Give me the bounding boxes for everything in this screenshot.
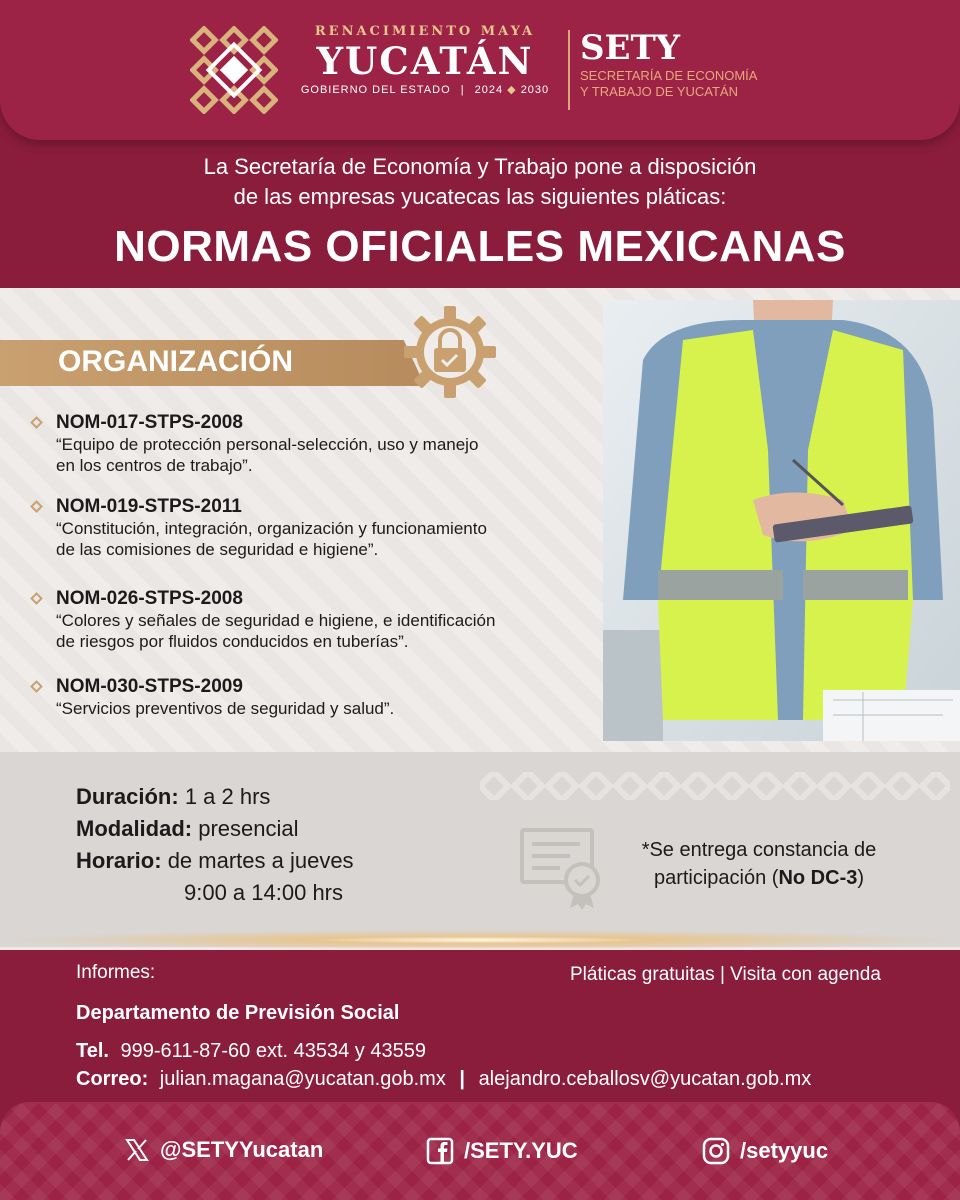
tel-label: Tel. [76,1040,109,1062]
gov-sub-left: GOBIERNO DEL ESTADO [300,84,451,96]
gov-year-start: 2024 [474,84,504,96]
nom-code: NOM-030-STPS-2009 [56,676,243,697]
cert-line2 [614,864,904,892]
gov-sub-text [300,83,550,96]
nom-code: NOM-019-STPS-2011 [56,496,242,517]
yucatan-seal-icon [190,26,278,114]
gear-lock-icon [402,304,498,400]
nom-desc: “Constitución, integración, organización y funcionamiento [56,519,487,538]
intro-text [0,152,960,212]
gov-sub-separator: | [460,84,465,96]
nom-desc: de riesgos por fluidos conducidos en tuberías”. [56,632,409,651]
instagram-icon [702,1137,730,1165]
certificate-note [614,836,904,892]
nom-code: NOM-017-STPS-2008 [56,412,243,433]
instagram-social-link[interactable] [702,1137,828,1165]
sety-sub-line1: SECRETARÍA DE ECONOMÍA [580,68,758,83]
nom-code: NOM-026-STPS-2008 [56,588,243,609]
cert-line2-pre: participación ( [653,867,779,889]
diamond-bullet-icon [30,592,43,605]
year-dot-icon: ◆ [503,84,521,96]
informes-label: Informes: [76,962,156,983]
modalidad-value: presencial [198,816,299,841]
horario-time: 9:00 a 14:00 hrs [184,880,344,905]
duracion-label: Duración: [76,784,179,809]
mail-label: Correo: [76,1068,149,1090]
section-label: ORGANIZACIÓN [58,345,293,378]
sety-logo [580,28,757,100]
duracion-line [76,782,270,812]
worker-safety-vest-photo [603,300,960,741]
nom-desc: “Servicios preventivos de seguridad y salud”. [56,699,395,718]
page-title: NORMAS OFICIALES MEXICANAS [114,222,846,271]
list-item [32,588,592,652]
telephone-line [76,1040,426,1063]
list-item [32,412,592,476]
x-logo-icon [124,1137,150,1163]
intro-line1: La Secretaría de Economía y Trabajo pone a disposición [203,154,757,179]
certificate-icon [520,828,610,910]
logo-card [0,0,960,140]
email-separator: | [459,1068,465,1090]
gov-super-text: RENACIMIENTO MAYA [314,24,536,39]
intro-line2: de las empresas yucatecas las siguientes pláticas: [233,184,727,209]
nom-desc: “Colores y señales de seguridad e higiene, e identificación [56,611,496,630]
gold-divider [0,930,960,950]
facebook-handle: /SETY.YUC [464,1138,578,1163]
department-name: Departamento de Previsión Social [76,1002,400,1024]
x-handle: @SETYYucatan [160,1137,324,1162]
cert-line1: *Se entrega constancia de [641,839,877,861]
tel-value[interactable]: 999-611-87-60 ext. 43534 y 43559 [120,1040,426,1062]
facebook-social-link[interactable] [426,1137,578,1165]
platicas-note: Pláticas gratuitas | Visita con agenda [570,964,881,985]
diamond-bullet-icon [30,680,43,693]
email-line [76,1068,811,1091]
instagram-handle: /setyyuc [740,1138,829,1163]
logo-divider [568,30,570,110]
list-item [32,676,592,719]
nom-desc: de las comisiones de seguridad e higiene”. [56,540,379,559]
gobierno-yucatan-logo [300,24,550,96]
cert-line2-bold: No DC-3 [778,867,858,889]
x-social-link[interactable] [124,1137,323,1163]
horario-value: de martes a jueves [167,848,354,873]
gov-title-text: YUCATÁN [316,39,534,83]
nom-desc: en los centros de trabajo”. [56,456,253,475]
diamond-bullet-icon [30,500,43,513]
horario-label: Horario: [76,848,162,873]
sety-title: SETY [580,28,681,68]
worker-illustration [603,300,960,741]
modalidad-label: Modalidad: [76,816,193,841]
modalidad-line [76,814,299,844]
cert-line2-post: ) [857,867,865,889]
email-link-2[interactable]: alejandro.ceballosv@yucatan.gob.mx [478,1068,812,1090]
facebook-icon [426,1137,454,1165]
gov-year-end: 2030 [520,84,550,96]
duracion-value: 1 a 2 hrs [184,784,271,809]
nom-desc: “Equipo de protección personal-selección, uso y manejo [56,435,479,454]
sety-sub-line2: Y TRABAJO DE YUCATÁN [580,84,738,99]
email-link-1[interactable]: julian.magana@yucatan.gob.mx [159,1068,446,1090]
horario-line [76,846,354,876]
decorative-pattern-icon [480,772,950,800]
diamond-bullet-icon [30,416,43,429]
list-item [32,496,592,560]
